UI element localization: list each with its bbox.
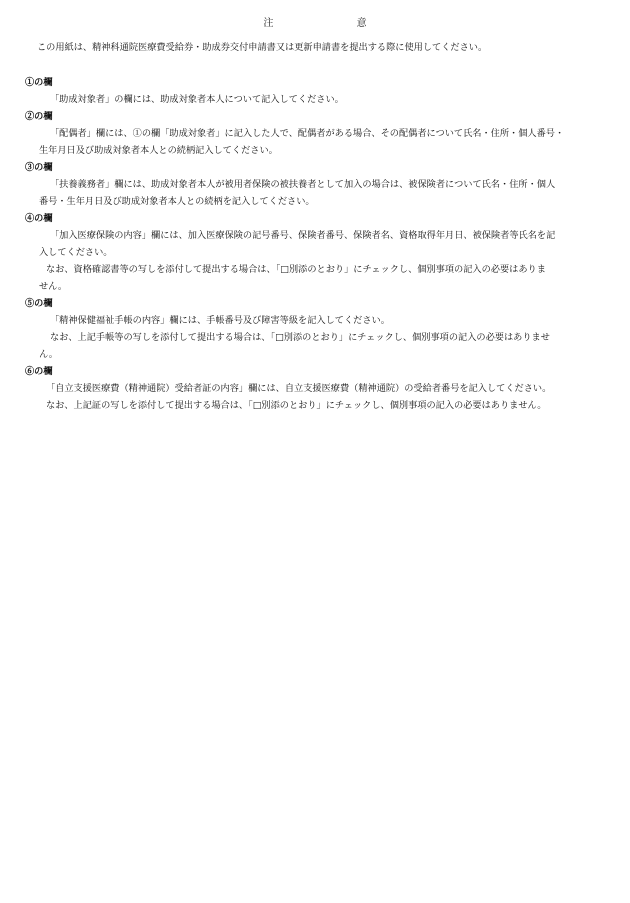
title-char-1: 注 [263, 18, 274, 29]
intro-text: この用紙は、精神科通院医療費受給券・助成券交付申請書又は更新申請書を提出する際に使用してください。 [37, 42, 488, 53]
section-note-line: なお、上記証の写しを添付して提出する場合は、「□別添のとおり」にチェックし、個別事項の記入の必要はありません。 [46, 400, 547, 411]
section-heading: ①の欄 [25, 77, 53, 88]
section-note-line: せん。 [39, 281, 68, 292]
section-heading: ⑥の欄 [25, 366, 53, 377]
page-title [0, 15, 630, 32]
section-line: 「加入医療保険の内容」欄には、加入医療保険の記号番号、保険者番号、保険者名、資格取得年月日、被保険者等氏名を記 [50, 230, 556, 241]
section-note-line: なお、資格確認書等の写しを添付して提出する場合は、「□別添のとおり」にチェックし、個別事項の記入の必要はありま [46, 264, 546, 275]
section-line: 番号・生年月日及び助成対象者本人との続柄を記入してください。 [39, 196, 315, 207]
section-note-line: ん。 [39, 349, 58, 360]
section-line: 「扶養義務者」欄には、助成対象者本人が被用者保険の被扶養者として加入の場合は、被保険者について氏名・住所・個人 [50, 179, 556, 190]
section-heading: ⑤の欄 [25, 298, 53, 309]
section-3 [25, 159, 605, 210]
section-5 [25, 295, 605, 363]
section-heading: ②の欄 [25, 111, 53, 122]
section-6 [25, 363, 605, 414]
section-note-line: なお、上記手帳等の写しを添付して提出する場合は、「□別添のとおり」にチェックし、個別事項の記入の必要はありませ [50, 332, 550, 343]
title-char-2: 意 [356, 18, 367, 29]
section-line: 「配偶者」欄には、①の欄「助成対象者」に記入した人で、配偶者がある場合、その配偶者について氏名・住所・個人番号・ [50, 128, 565, 139]
section-line: 「助成対象者」の欄には、助成対象者本人について記入してください。 [50, 94, 344, 105]
section-heading: ④の欄 [25, 213, 53, 224]
sections-list [25, 74, 605, 414]
section-heading: ③の欄 [25, 162, 53, 173]
section-line: 「自立支援医療費（精神通院）受給者証の内容」欄には、自立支援医療費（精神通院）の受給者番号を記入してください。 [46, 383, 552, 394]
section-line: 入してください。 [39, 247, 113, 258]
section-4 [25, 210, 605, 295]
section-1 [25, 74, 605, 108]
section-line: 生年月日及び助成対象者本人との続柄記入してください。 [39, 145, 278, 156]
section-2 [25, 108, 605, 159]
section-line: 「精神保健福祉手帳の内容」欄には、手帳番号及び障害等級を記入してください。 [50, 315, 390, 326]
